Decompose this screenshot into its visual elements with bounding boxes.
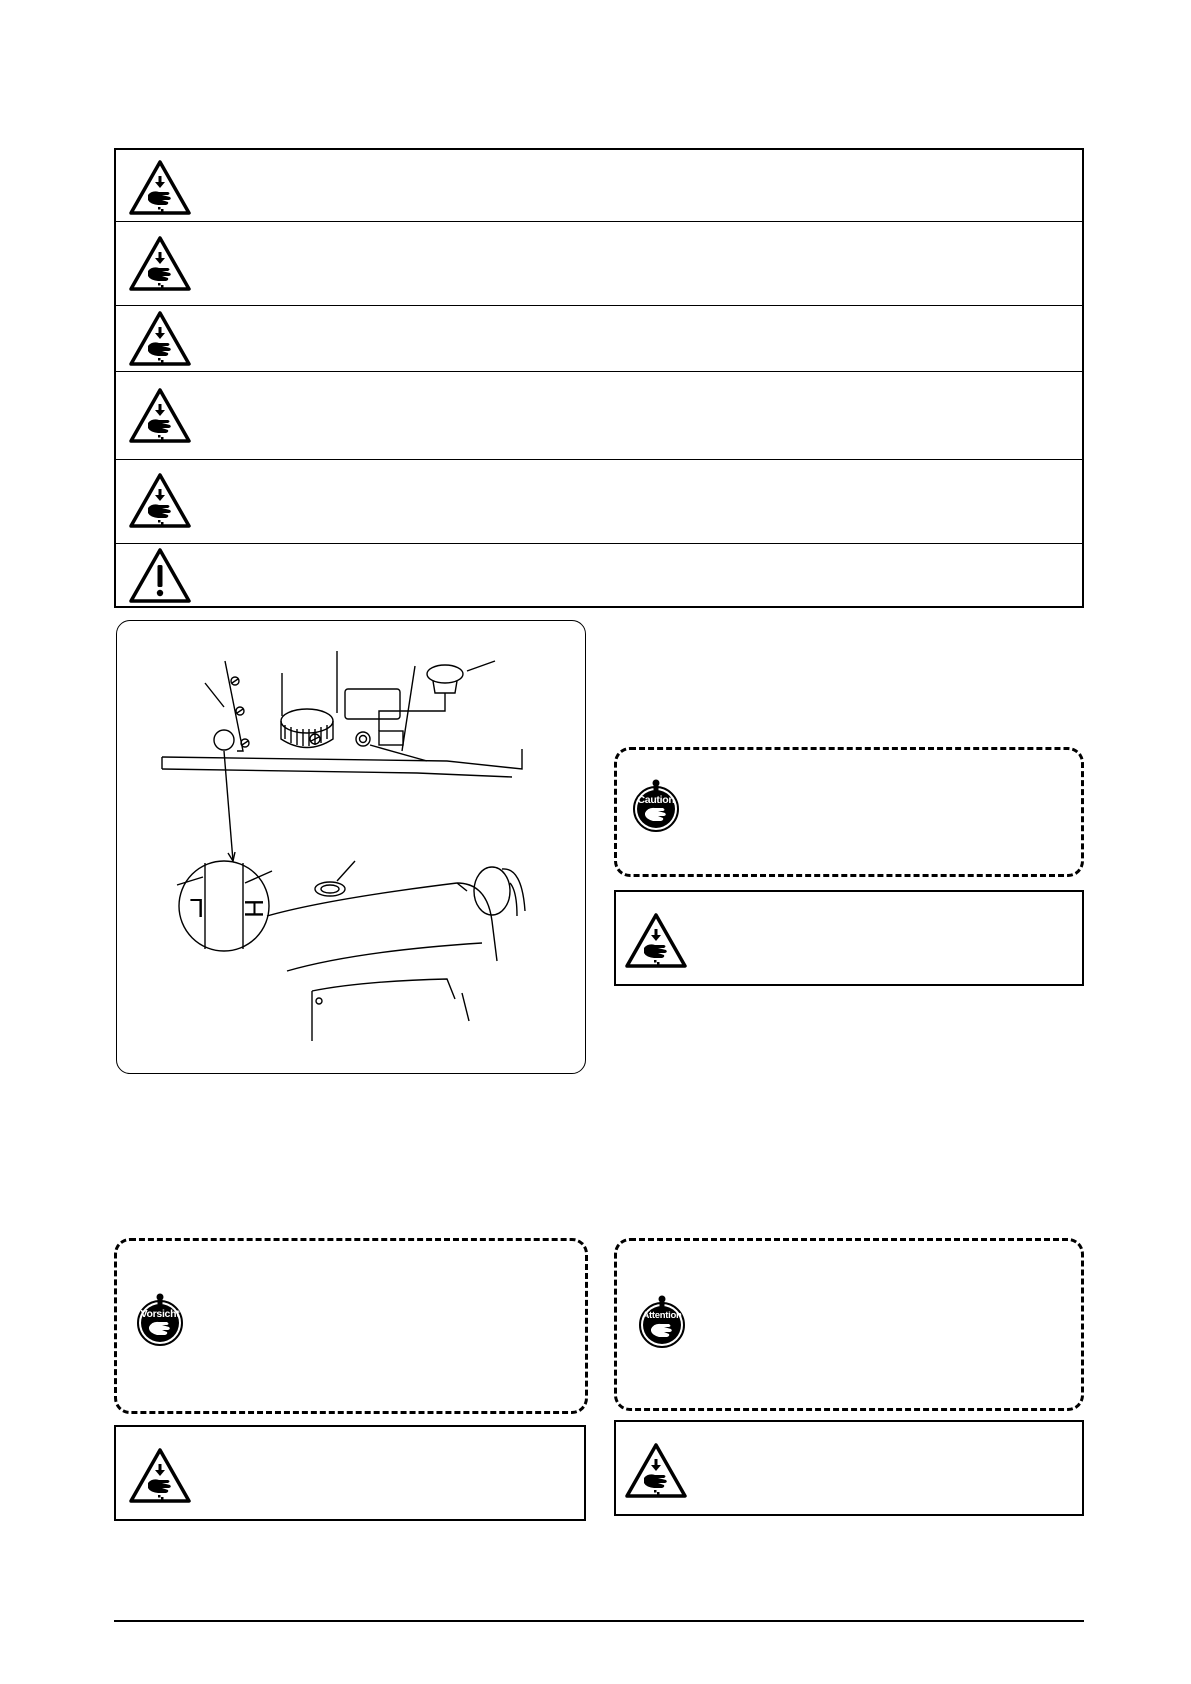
vorsicht-notice-box [114, 1238, 588, 1414]
hand-hazard-icon [128, 1447, 192, 1505]
attention-badge-label: Attention [642, 1310, 682, 1321]
scale-label-low: L [189, 893, 204, 923]
hand-hazard-icon [128, 235, 192, 293]
warning-box-bottom-left [114, 1425, 586, 1521]
attention-notice-box [614, 1238, 1084, 1411]
attention-badge [637, 1293, 687, 1349]
hand-hazard-icon [624, 912, 688, 970]
caution-badge-label: Caution [637, 794, 675, 806]
warning-row-3 [116, 306, 1082, 372]
warning-row-1 [116, 150, 1082, 222]
footer-rule [114, 1620, 1084, 1622]
warning-box-right [614, 890, 1084, 986]
caution-badge [631, 777, 681, 833]
hand-hazard-icon [128, 472, 192, 530]
machine-illustration [117, 621, 587, 1075]
hand-hazard-icon [624, 1442, 688, 1500]
scale-label-high: H [239, 899, 269, 918]
warning-box-bottom-right [614, 1420, 1084, 1516]
caution-notice-box [614, 747, 1084, 877]
figure-frame [116, 620, 586, 1074]
warning-row-6 [116, 544, 1082, 608]
vorsicht-badge-label: Vorsicht [140, 1308, 180, 1320]
warning-row-4 [116, 372, 1082, 460]
attention-badge-icon [637, 1293, 687, 1349]
warning-row-2 [116, 222, 1082, 306]
exclamation-warning-icon [128, 547, 192, 605]
warning-row-5 [116, 460, 1082, 544]
warnings-table [114, 148, 1084, 608]
hand-hazard-icon [128, 159, 192, 217]
hand-hazard-icon [128, 310, 192, 368]
hand-hazard-icon [128, 387, 192, 445]
vorsicht-badge [135, 1291, 185, 1347]
